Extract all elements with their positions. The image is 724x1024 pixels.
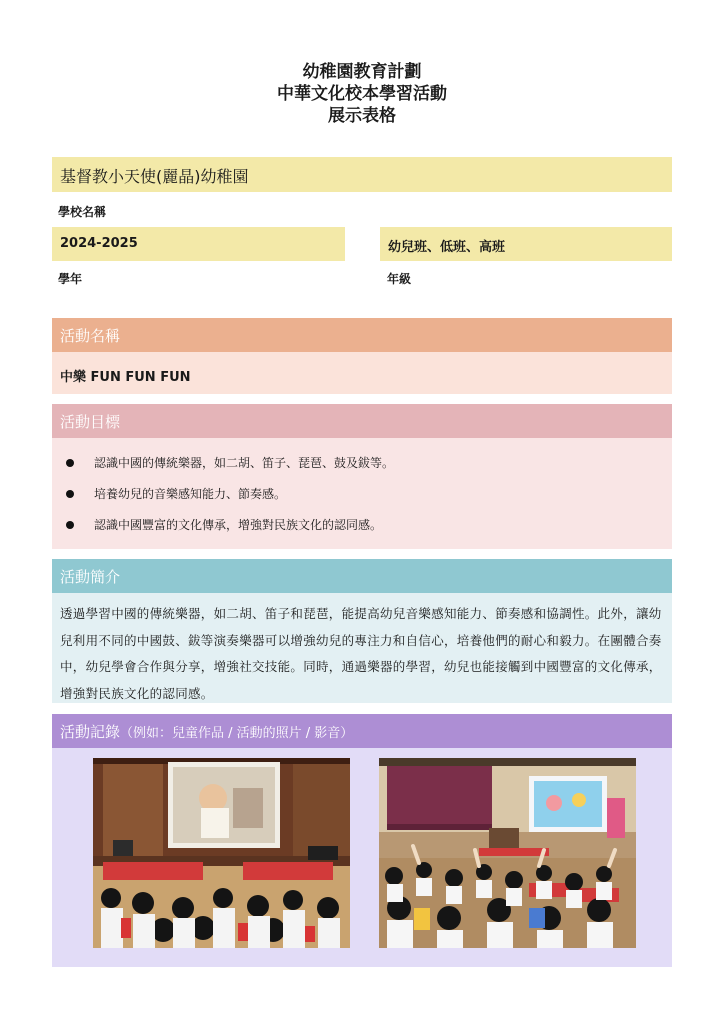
record-photos <box>52 748 672 967</box>
list-item <box>60 478 664 509</box>
objective-text: 培養幼兒的音樂感知能力、節奏感。 <box>94 487 287 501</box>
objectives-header: 活動目標 <box>52 404 672 438</box>
activity-name-value: 中樂 FUN FUN FUN <box>52 352 672 394</box>
objective-text: 認識中國豐富的文化傳承，增強對民族文化的認同感。 <box>94 518 383 532</box>
page-title-line1: 幼稚園教育計劃 <box>302 62 422 82</box>
activity-photo-hall <box>379 758 636 948</box>
activity-name-header: 活動名稱 <box>52 318 672 352</box>
objective-text: 認識中國的傳統樂器，如二胡、笛子、琵琶、鼓及鈸等。 <box>94 456 395 470</box>
bullet-icon <box>66 521 74 529</box>
page-title-line2: 中華文化校本學習活動 <box>277 84 447 104</box>
school-name-label: 學校名稱 <box>58 205 107 219</box>
objectives-list <box>52 438 672 549</box>
record-header <box>52 714 672 748</box>
record-header-title: 活動記錄 <box>60 723 121 741</box>
bullet-icon <box>66 490 74 498</box>
school-name-field: 基督教小天使(麗晶)幼稚園 <box>52 157 672 192</box>
page-title-line3: 展示表格 <box>328 106 396 126</box>
grade-label: 年級 <box>387 272 412 286</box>
introduction-header: 活動簡介 <box>52 559 672 593</box>
introduction-text: 透過學習中國的傳統樂器，如二胡、笛子和琵琶，能提高幼兒音樂感知能力、節奏感和協調性。此外，讓幼兒利用不同的中國鼓、鈸等演奏樂器可以增強幼兒的專注力和自信心，培養他們的耐心和毅力。在團體合奏中，幼兒學會合作與分享，增強社交技能。同時，通過樂器的學習，幼兒也能接觸到中國豐富的文化傳承，增強對民族文化的認同感。 <box>52 593 672 703</box>
grade-field: 幼兒班、低班、高班 <box>380 227 672 261</box>
school-year-label: 學年 <box>58 272 83 286</box>
list-item <box>60 509 664 540</box>
record-header-note: （例如：兒童作品 / 活動的照片 / 影音） <box>120 726 354 741</box>
activity-photo-stage <box>93 758 350 948</box>
list-item <box>60 447 664 478</box>
school-year-field: 2024-2025 <box>52 227 345 261</box>
bullet-icon <box>66 459 74 467</box>
